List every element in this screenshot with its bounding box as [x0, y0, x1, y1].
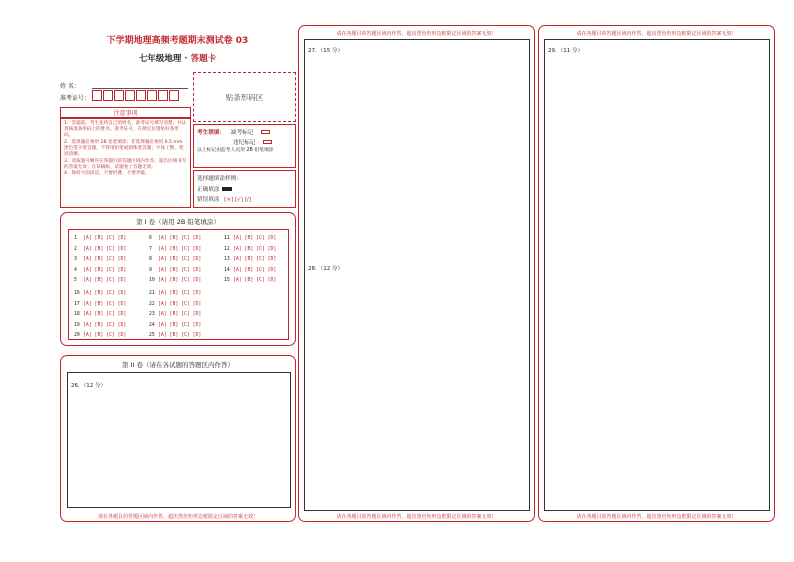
answer-options[interactable]: [A] [B] [C] [D] — [83, 312, 127, 318]
warning-text: 请在各题目的答题区域内作答，超出黑色矩形边框限定区域的答案无效！ — [336, 31, 497, 37]
part2-section — [60, 355, 296, 522]
question-row[interactable] — [74, 268, 126, 273]
question-row[interactable] — [149, 278, 201, 283]
question-row[interactable] — [74, 302, 126, 307]
question-number: 22 — [149, 301, 155, 307]
id-digit-box[interactable] — [103, 90, 113, 101]
question-row[interactable] — [74, 236, 126, 241]
answer-options[interactable]: [A] [B] [C] [D] — [158, 267, 202, 273]
fill-sample-box — [193, 170, 296, 208]
question-row[interactable] — [74, 257, 126, 262]
warning-text: 请在各题目的答题区域内作答，超出黑色矩形边框限定区域的答案无效！ — [336, 514, 497, 520]
question-row[interactable] — [149, 257, 201, 262]
absent-marker-box — [193, 124, 296, 168]
part2-title: 第 II 卷（请在各试题的答题区内作答） — [122, 361, 234, 369]
part1-answer-grid — [68, 229, 289, 340]
answer-options[interactable]: [A] [B] [C] [D] — [83, 257, 127, 263]
answer-options[interactable]: [A] [B] [C] [D] — [83, 246, 127, 252]
answer-options[interactable]: [A] [B] [C] [D] — [83, 236, 127, 241]
answer-options[interactable]: [A] [B] [C] [D] — [83, 267, 127, 273]
question-row[interactable] — [149, 247, 201, 252]
column-2 — [298, 25, 535, 522]
notice-item: 1．答题前，考生先将自己的姓名，准考证号填写清楚，并认真核准条形码上的姓名、准考证号，在规定位置贴好条形码。 — [64, 121, 187, 139]
answer-options[interactable]: [A] [B] [C] [D] — [83, 333, 127, 339]
answer-options[interactable]: [A] [B] [C] [D] — [158, 278, 202, 284]
answer-options[interactable]: [A] [B] [C] [D] — [83, 291, 127, 296]
question-number: 16 — [74, 291, 80, 296]
question-row[interactable] — [149, 333, 201, 338]
id-digit-box[interactable] — [136, 90, 146, 101]
id-number-boxes[interactable] — [92, 90, 180, 101]
question-row[interactable] — [74, 291, 126, 296]
subtitle-main: 七年级地理 — [138, 54, 182, 64]
answer-options[interactable]: [A] [B] [C] [D] — [233, 257, 277, 263]
notice-item: 4．保持卡面清洁，不要折叠、不要弄破。 — [64, 171, 150, 177]
question-row[interactable] — [224, 247, 276, 252]
subtitle-separator: · — [184, 54, 188, 64]
question-number: 15 — [224, 278, 230, 284]
notice-box — [60, 118, 191, 208]
wrong-fill-label: 错误填涂 — [197, 197, 220, 203]
question-row[interactable] — [149, 268, 201, 273]
question-row[interactable] — [74, 323, 126, 328]
answer-options[interactable]: [A] [B] [C] [D] — [233, 246, 277, 252]
answer-options[interactable]: [A] [B] [C] [D] — [158, 322, 202, 328]
question-row[interactable] — [224, 257, 276, 262]
question-row[interactable] — [149, 236, 201, 241]
warning-text: 请在各题目的答题区域内作答，超出黑色矩形边框限定区域的答案无效！ — [97, 514, 258, 520]
question-row[interactable] — [149, 323, 201, 328]
id-digit-box[interactable] — [114, 90, 124, 101]
notice-item: 2．选择题必须用 2B 铅笔填涂；非选择题必须用 0.5 mm 黑色签字笔答题，不得用铅笔或圆珠笔答题；字体工整、笔迹清晰。 — [64, 139, 184, 157]
question-number: 24 — [149, 322, 155, 328]
question-number: 7 — [149, 246, 152, 252]
answer-area-29[interactable] — [544, 39, 770, 511]
subtitle-sub: 答题卡 — [190, 54, 217, 64]
question-number: 17 — [74, 301, 80, 307]
answer-options[interactable]: [A] [B] [C] [D] — [83, 301, 127, 307]
answer-options[interactable]: [A] [B] [C] [D] — [158, 236, 202, 241]
warning-text: 请在各题目的答题区域内作答，超出黑色矩形边框限定区域的答案无效！ — [576, 31, 737, 37]
answer-options[interactable]: [A] [B] [C] [D] — [158, 291, 202, 296]
barcode-label: 贴条形码区 — [225, 92, 264, 102]
answer-options[interactable]: [A] [B] [C] [D] — [158, 301, 202, 307]
question-number: 3 — [74, 257, 77, 263]
question-row[interactable] — [149, 312, 201, 317]
name-line[interactable] — [92, 88, 188, 89]
correct-fill-mark — [222, 187, 232, 191]
question-number: 1 — [74, 236, 77, 241]
sample-heading: 选择题填涂样例： — [197, 176, 242, 182]
question-number: 13 — [224, 257, 230, 263]
notice-item: 3．请按题号顺序在各题目的答题区域内作答，超出区域书写的答案无效；在草稿纸、试题卷上答题无效。 — [64, 158, 187, 170]
answer-area-26[interactable] — [67, 372, 291, 508]
name-label: 姓 名： — [60, 83, 80, 90]
question-number: 5 — [74, 278, 77, 284]
question-number: 8 — [149, 257, 152, 263]
question-number: 11 — [224, 236, 230, 241]
question-number: 25 — [149, 333, 155, 339]
violation-label: 违纪标记 — [233, 140, 256, 146]
question-27-label: 27．（15 分） — [308, 48, 343, 54]
id-digit-box[interactable] — [147, 90, 157, 101]
answer-area-27-28[interactable] — [304, 39, 530, 511]
question-number: 6 — [149, 236, 152, 241]
question-row[interactable] — [224, 268, 276, 273]
question-row[interactable] — [149, 291, 201, 296]
wrong-fill-marks: [×] [√] [/] — [224, 197, 251, 203]
exam-title: 下学期地理高频考题期末测试卷 03 — [106, 36, 249, 46]
question-number: 10 — [149, 278, 155, 284]
warning-text: 请在各题目的答题区域内作答，超出黑色矩形边框限定区域的答案无效！ — [576, 514, 737, 520]
question-row[interactable] — [74, 312, 126, 317]
id-digit-box[interactable] — [158, 90, 168, 101]
question-number: 18 — [74, 312, 80, 318]
answer-options[interactable]: [A] [B] [C] [D] — [233, 267, 277, 273]
id-label: 准考证号： — [60, 95, 91, 102]
part1-title: 第 I 卷（请用 2B 铅笔填涂） — [136, 218, 220, 226]
question-number: 21 — [149, 291, 155, 296]
violation-checkbox[interactable] — [263, 140, 272, 144]
answer-options[interactable]: [A] [B] [C] [D] — [233, 236, 277, 241]
question-number: 23 — [149, 312, 155, 318]
question-row[interactable] — [224, 236, 276, 241]
notice-heading: 注意事项 — [60, 107, 191, 118]
id-digit-box[interactable] — [92, 90, 102, 101]
missing-checkbox[interactable] — [261, 130, 270, 134]
question-number: 14 — [224, 267, 230, 273]
question-26-label: 26．（12 分） — [71, 383, 106, 389]
answer-options[interactable]: [A] [B] [C] [D] — [83, 322, 127, 328]
answer-options[interactable]: [A] [B] [C] [D] — [158, 257, 202, 263]
exam-subtitle — [60, 52, 295, 64]
barcode-area — [193, 72, 296, 122]
answer-options[interactable]: [A] [B] [C] [D] — [158, 312, 202, 318]
question-row[interactable] — [74, 278, 126, 283]
question-28-label: 28．（12 分） — [308, 266, 343, 272]
absent-note: 以上标记由监考人员用 2B 铅笔填涂 — [197, 148, 274, 153]
question-number: 2 — [74, 246, 77, 252]
answer-options[interactable]: [A] [B] [C] [D] — [158, 246, 202, 252]
question-number: 12 — [224, 246, 230, 252]
column-3 — [538, 25, 775, 522]
question-row[interactable] — [149, 302, 201, 307]
id-digit-box[interactable] — [125, 90, 135, 101]
question-row[interactable] — [74, 333, 126, 338]
answer-options[interactable]: [A] [B] [C] [D] — [158, 333, 202, 339]
question-row[interactable] — [224, 278, 276, 283]
question-row[interactable] — [74, 247, 126, 252]
id-digit-box[interactable] — [169, 90, 179, 101]
correct-fill-label: 正确填涂 — [197, 187, 220, 193]
question-number: 20 — [74, 333, 80, 339]
absent-label: 考生禁填： — [197, 130, 225, 136]
question-29-label: 29．（11 分） — [548, 48, 583, 54]
answer-options[interactable]: [A] [B] [C] [D] — [83, 278, 127, 284]
question-number: 4 — [74, 267, 77, 273]
part1-section — [60, 212, 296, 346]
question-number: 9 — [149, 267, 152, 273]
missing-label: 缺考标记 — [230, 130, 254, 136]
question-number: 19 — [74, 322, 80, 328]
answer-options[interactable]: [A] [B] [C] [D] — [233, 278, 277, 284]
